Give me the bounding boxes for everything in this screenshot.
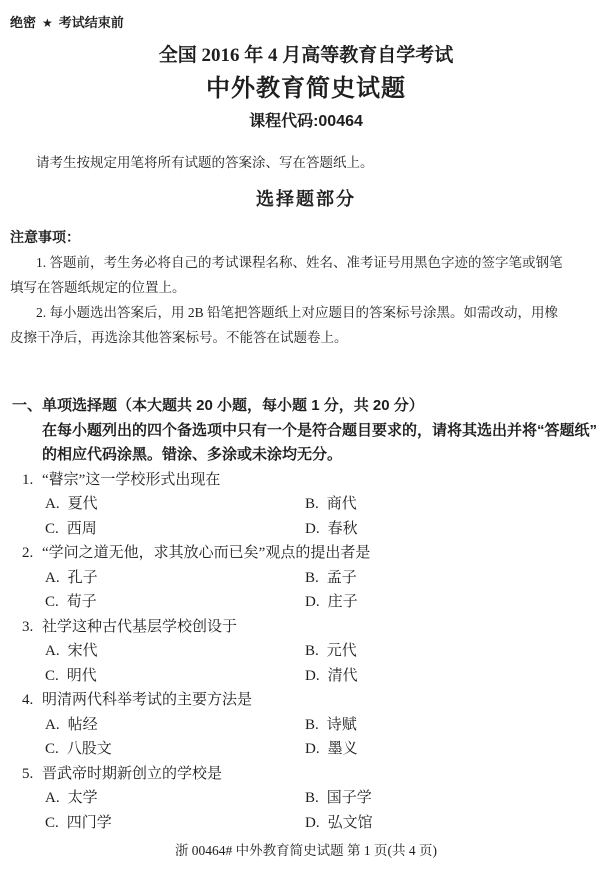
paper-title: 中外教育简史试题 [206,75,406,102]
part-one-instruction-2: 的相应代码涂黑。错涂、多涂或未涂均无分。 [42,446,343,463]
option-b [305,713,612,738]
option-label: 清代 [327,667,358,684]
option-c [45,590,305,615]
question-5 [0,762,612,836]
question-stem-line [0,615,612,640]
question-number: 5. [22,765,34,782]
option-label: 西周 [66,520,97,537]
option-letter: B. [305,716,319,733]
option-c [45,664,305,689]
secrecy-note: 考试结束前 [58,15,124,30]
option-label: 帖经 [67,716,98,733]
notice-line-2: 填写在答题纸规定的位置上。 [10,280,186,295]
question-stem-line [0,762,612,787]
option-label: 太学 [67,790,98,806]
option-label: 四门学 [66,814,112,831]
secrecy-classification: 绝密 [10,15,37,30]
question-number: 1. [22,471,34,488]
notice-line-4: 皮擦干净后，再选涂其他答案标号。不能答在试题卷上。 [10,330,348,345]
option-label: 弘文馆 [327,814,373,831]
exam-session-title: 全国 2016 年 4 月高等教育自学考试 [158,45,454,66]
option-label: 国子学 [326,790,372,806]
option-c [45,517,305,542]
section-title-multiple-choice: 选择题部分 [256,189,356,209]
option-c [45,811,305,836]
option-b [305,639,612,664]
option-label: 元代 [326,643,357,659]
option-grid [0,492,612,541]
part-one-heading: 一、单项选择题（本大题共 20 小题，每小题 1 分，共 20 分） [12,397,424,414]
option-letter: D. [305,594,320,610]
question-number: 3. [22,618,34,635]
option-d [305,590,612,615]
option-label: 明代 [66,667,97,684]
question-number: 2. [22,545,34,561]
question-stem-line [0,541,612,566]
option-d [305,664,612,689]
option-c [45,737,305,762]
option-a [45,639,305,664]
option-letter: A. [45,569,60,586]
part-one-header [0,394,612,468]
option-label: 夏代 [67,496,98,512]
option-b [305,786,612,811]
option-letter: A. [45,643,60,659]
option-letter: B. [305,569,319,586]
option-letter: C. [45,741,59,757]
option-b [305,566,612,591]
option-letter: C. [45,667,59,684]
option-letter: C. [45,520,59,537]
page-footer: 浙 00464# 中外教育简史试题 第 1 页(共 4 页) [174,843,438,858]
star-icon: ★ [42,16,53,30]
notice-line-3: 2. 每小题选出答案后，用 2B 铅笔把答题纸上对应题目的答案标号涂黑。如需改动，用橡 [36,305,559,320]
option-d [305,811,612,836]
option-a [45,786,305,811]
question-stem: “瞽宗”这一学校形式出现在 [42,471,221,488]
option-letter: D. [305,741,320,757]
option-letter: B. [305,496,319,512]
secrecy-banner [0,0,612,32]
option-label: 庄子 [327,594,358,610]
option-letter: A. [45,790,60,806]
notice-block [0,250,612,350]
question-stem-line [0,468,612,493]
option-label: 荀子 [66,594,97,610]
option-label: 商代 [326,496,357,512]
question-stem: 明清两代科举考试的主要方法是 [42,692,253,708]
question-3 [0,615,612,689]
question-2 [0,541,612,615]
option-label: 八股文 [66,741,112,757]
option-label: 诗赋 [326,716,357,733]
option-b [305,492,612,517]
option-grid [0,566,612,615]
option-letter: C. [45,814,59,831]
option-letter: A. [45,496,60,512]
answer-sheet-instruction: 请考生按规定用笔将所有试题的答案涂、写在答题纸上。 [36,155,374,170]
option-label: 孟子 [326,569,357,586]
option-letter: B. [305,643,319,659]
option-a [45,566,305,591]
question-4 [0,688,612,762]
part-one-instruction-1: 在每小题列出的四个备选项中只有一个是符合题目要求的，请将其选出并将“答题纸” [42,421,598,439]
option-a [45,492,305,517]
option-letter: A. [45,716,60,733]
question-1 [0,468,612,542]
option-letter: D. [305,667,320,684]
course-code: 课程代码:00464 [249,113,363,130]
option-label: 春秋 [327,520,358,537]
option-grid [0,713,612,762]
option-letter: C. [45,594,59,610]
question-list [0,468,612,836]
option-label: 孔子 [67,569,98,586]
question-number: 4. [22,692,34,708]
question-stem: 晋武帝时期新创立的学校是 [42,765,223,782]
option-grid [0,786,612,835]
question-stem: “学问之道无他，求其放心而已矣”观点的提出者是 [42,545,371,561]
option-label: 墨义 [327,741,358,757]
option-letter: D. [305,520,320,537]
option-label: 宋代 [67,643,98,659]
notice-heading: 注意事项： [10,229,80,245]
question-stem-line [0,688,612,713]
option-letter: D. [305,814,320,831]
question-stem: 社学这种古代基层学校创设于 [42,618,238,635]
option-grid [0,639,612,688]
option-d [305,517,612,542]
notice-line-1: 1. 答题前，考生务必将自己的考试课程名称、姓名、准考证号用黑色字迹的签字笔或钢笔 [36,255,563,270]
option-a [45,713,305,738]
option-d [305,737,612,762]
option-letter: B. [305,790,319,806]
